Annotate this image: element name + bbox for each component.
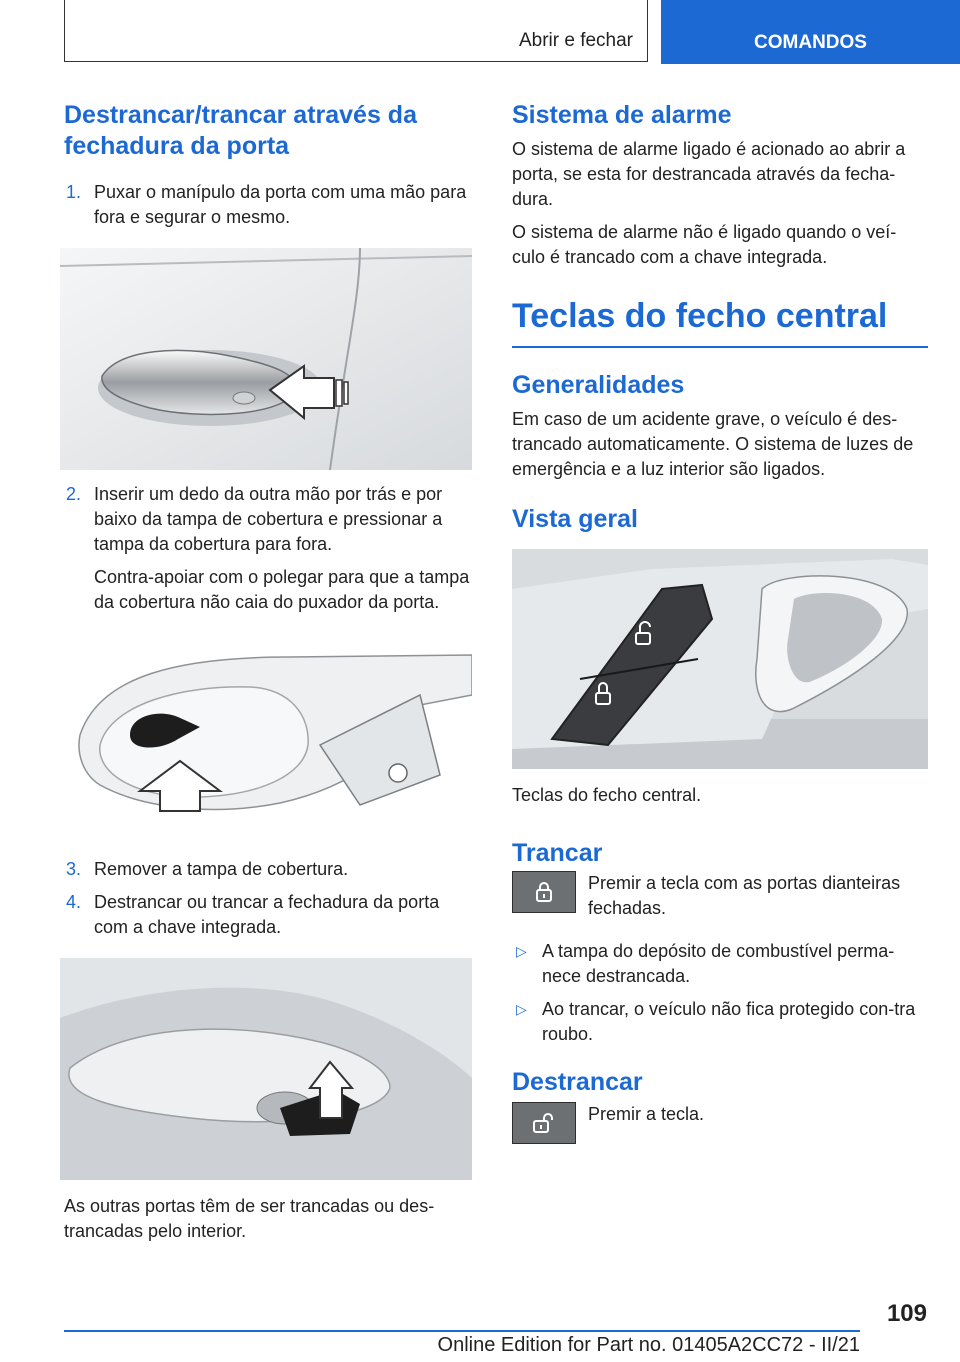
step-text: Puxar o manípulo da porta com uma mão para fora e segurar o mesmo. — [94, 182, 467, 227]
triangle-bullet-icon: ▷ — [516, 1000, 527, 1017]
step-text: Destrancar ou trancar a fechadura da porta com a chave integrada. — [94, 892, 440, 937]
footer-rule — [64, 1330, 860, 1332]
header-chapter-tab[interactable] — [661, 0, 960, 64]
step-number: 4. — [66, 892, 82, 912]
lock-key-row — [512, 871, 928, 921]
padlock-closed-icon — [534, 881, 554, 903]
general-paragraph: Em caso de um acidente grave, o veículo é des-trancado automaticamente. O sistema de luzes de emergência e a luz interior são ligados. — [512, 408, 914, 479]
header-section-title: Abrir e fechar — [518, 30, 633, 51]
step-text: Remover a tampa de cobertura. — [94, 859, 349, 879]
alarm-paragraph-1: O sistema de alarme ligado é acionado ao abrir a porta, se esta for destrancada através da fecha-dura. — [512, 139, 906, 209]
central-locking-heading: Teclas do fecho central — [512, 297, 888, 335]
lock-instruction: Premir a tecla com as portas dianteiras fechadas. — [588, 872, 901, 918]
step-4 — [64, 890, 476, 940]
general-heading: Generalidades — [512, 370, 685, 399]
triangle-bullet-icon: ▷ — [516, 942, 527, 959]
step-number: 1. — [66, 182, 82, 202]
footer-edition: Online Edition for Part no. 01405A2CC72 - II/21 — [437, 1334, 860, 1356]
alarm-paragraph-2: O sistema de alarme não é ligado quando o veí-culo é trancado com a chave integrada. — [512, 222, 897, 267]
unlock-instruction: Premir a tecla. — [588, 1103, 705, 1124]
lock-heading: Trancar — [512, 838, 603, 867]
bullet-text: A tampa do depósito de combustível perma-nece destrancada. — [542, 940, 895, 986]
unlock-heading: Destrancar — [512, 1067, 643, 1096]
step-text: Inserir um dedo da outra mão por trás e por baixo da tampa de cobertura e pressionar a tampa da cobertura para fora. — [94, 484, 443, 554]
unlock-key[interactable] — [512, 1102, 576, 1144]
lock-bullet-2 — [512, 997, 928, 1047]
lock-bullet-1 — [512, 939, 928, 989]
alarm-heading: Sistema de alarme — [512, 101, 732, 129]
header-frame — [64, 0, 648, 62]
step-number: 2. — [66, 484, 82, 504]
step-2 — [64, 482, 476, 557]
overview-heading: Vista geral — [512, 504, 639, 533]
header-chapter-label: COMANDOS — [754, 32, 867, 53]
step-note-text: Contra-apoiar com o polegar para que a tampa da cobertura não caia do puxador da porta. — [94, 567, 470, 612]
integrated-key-illustration — [60, 958, 472, 1180]
cover-removal-illustration — [60, 635, 472, 831]
step-number: 3. — [66, 859, 82, 879]
step-2-note — [64, 565, 476, 615]
central-locking-buttons-illustration — [512, 549, 928, 769]
door-handle-pull-illustration — [60, 248, 472, 470]
step-3 — [64, 857, 476, 882]
door-lock-heading: Destrancar/trancar através da fechadura da porta — [64, 101, 417, 160]
overview-caption: Teclas do fecho central. — [512, 784, 702, 805]
step-1 — [64, 180, 476, 230]
right-column — [512, 100, 928, 1144]
left-column — [64, 100, 476, 1244]
unlock-key-row — [512, 1102, 928, 1144]
bullet-text: Ao trancar, o veículo não fica protegido con-tra roubo. — [542, 998, 916, 1044]
other-doors-note: As outras portas têm de ser trancadas ou des-trancadas pelo interior. — [64, 1196, 435, 1241]
lock-key[interactable] — [512, 871, 576, 913]
page-number: 109 — [886, 1300, 927, 1327]
padlock-open-icon — [532, 1112, 556, 1134]
